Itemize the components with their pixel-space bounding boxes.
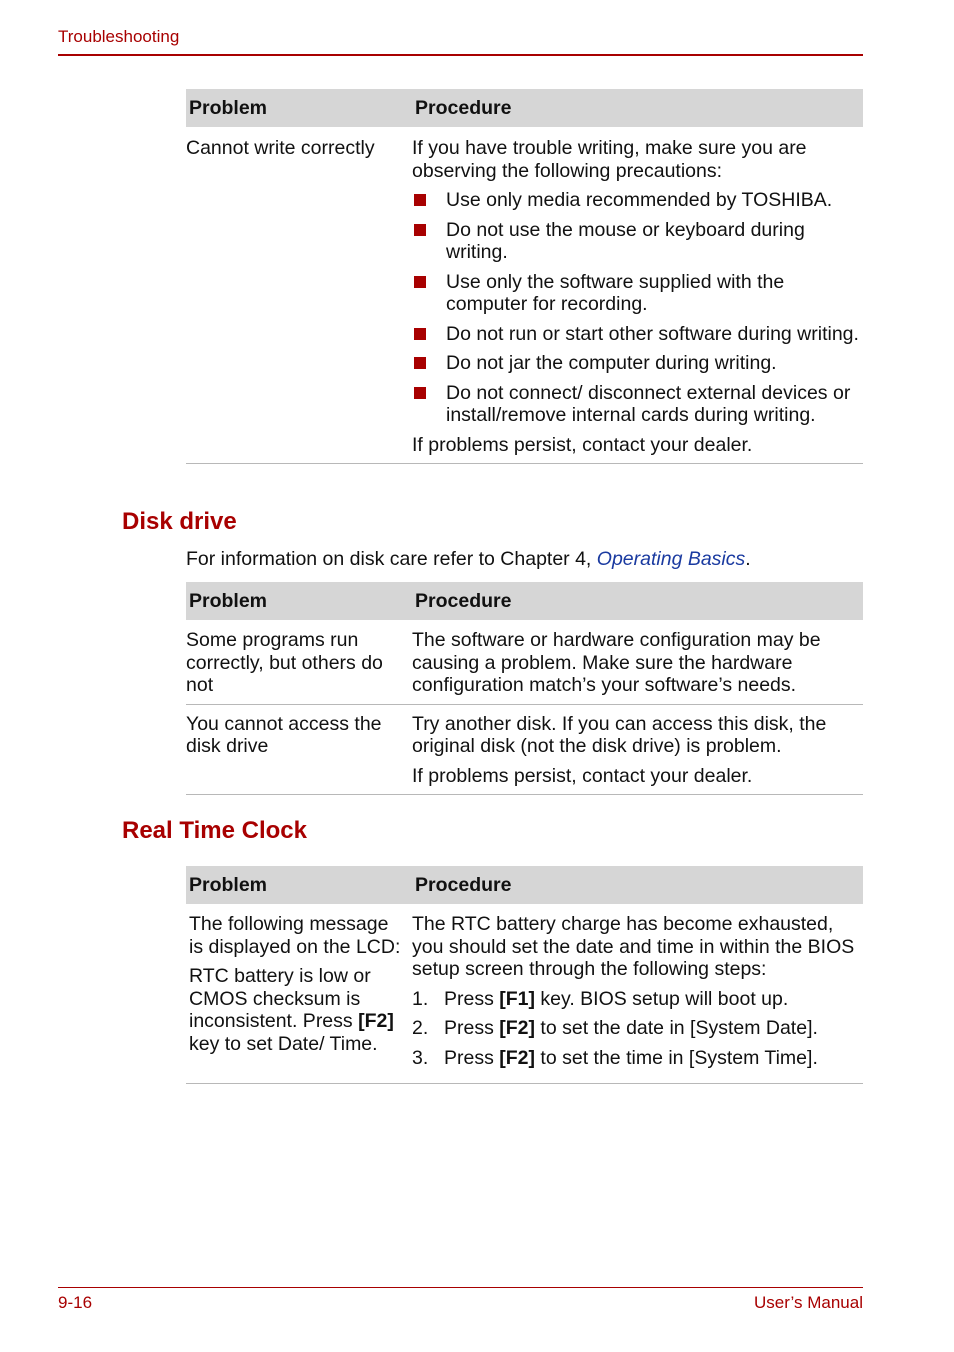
bullet-square-icon (414, 387, 426, 399)
procedure-intro: If you have trouble writing, make sure you are observing the following precautions: (412, 137, 807, 182)
table-header (186, 582, 863, 620)
bullet-item: Do not run or start other software during writing. (412, 323, 863, 346)
col-header-problem: Problem (189, 96, 268, 119)
list-item: 3. Press [F2] to set the time in [System Time]. (412, 1046, 818, 1069)
rtc-table (186, 866, 863, 1084)
bullet-item: Use only the software supplied with the computer for recording. (412, 271, 863, 316)
manual-title: User’s Manual (754, 1293, 863, 1312)
procedure-outro: If problems persist, contact your dealer. (412, 433, 753, 456)
bullet-item: Do not jar the computer during writing. (412, 352, 863, 375)
table-header (186, 866, 863, 904)
problem-cell: Cannot write correctly (186, 137, 375, 159)
page-number: 9-16 (58, 1293, 93, 1312)
disk-drive-table (186, 582, 863, 795)
problem-cell: You cannot access the disk drive (186, 712, 382, 757)
table-row (186, 904, 863, 1084)
bullet-item: Do not use the mouse or keyboard during writing. (412, 219, 863, 264)
col-header-problem: Problem (189, 873, 268, 896)
procedure-cell: The software or hardware configuration may be causing a problem. Make sure the hardware configuration match’s your software’s needs. (412, 629, 821, 696)
procedure-cell: Try another disk. If you can access this disk, the original disk (not the disk drive) is problem. If problems persist, contact your dealer. (412, 712, 827, 787)
problem-cell: The following message is displayed on the LCD: RTC battery is low or CMOS checksum is inconsistent. Press [F2] key to set Date/ Time. (189, 913, 401, 1055)
table-header (186, 89, 863, 127)
footer-divider (58, 1287, 863, 1288)
problem-cell: Some programs run correctly, but others do not (186, 629, 383, 696)
bullet-square-icon (414, 276, 426, 288)
section-heading-real-time-clock: Real Time Clock (122, 817, 307, 844)
bullet-item: Use only media recommended by TOSHIBA. (412, 189, 863, 212)
page-header-title: Troubleshooting (58, 27, 180, 46)
col-header-problem: Problem (189, 589, 268, 612)
table-row (186, 705, 863, 796)
writing-problems-table (186, 89, 863, 464)
bullet-item: Do not connect/ disconnect external devices or install/remove internal cards during writing. (412, 382, 863, 427)
bullet-square-icon (414, 194, 426, 206)
procedure-cell (412, 137, 863, 456)
operating-basics-link[interactable]: Operating Basics (596, 548, 746, 570)
section-heading-disk-drive: Disk drive (122, 508, 237, 535)
list-item: 2. Press [F2] to set the date in [System Date]. (412, 1017, 818, 1039)
procedure-cell: The RTC battery charge has become exhausted, you should set the date and time in within the BIOS setup screen through the following steps: 1. Press [F1] key. BIOS setup will boot up. 2. Press [F2] to set the date in [System Date]. 3. Press [F2] to set the time in [System Time]. (412, 913, 863, 1076)
col-header-procedure: Procedure (415, 96, 512, 119)
bullet-square-icon (414, 357, 426, 369)
header-divider (58, 54, 863, 56)
col-header-procedure: Procedure (415, 589, 512, 612)
bullet-square-icon (414, 224, 426, 236)
list-item: 1. Press [F1] key. BIOS setup will boot up. (412, 987, 789, 1010)
table-row (186, 127, 863, 464)
col-header-procedure: Procedure (415, 873, 512, 896)
bullet-square-icon (414, 328, 426, 340)
disk-intro: For information on disk care refer to Chapter 4, Operating Basics. (186, 548, 751, 570)
table-row (186, 620, 863, 705)
